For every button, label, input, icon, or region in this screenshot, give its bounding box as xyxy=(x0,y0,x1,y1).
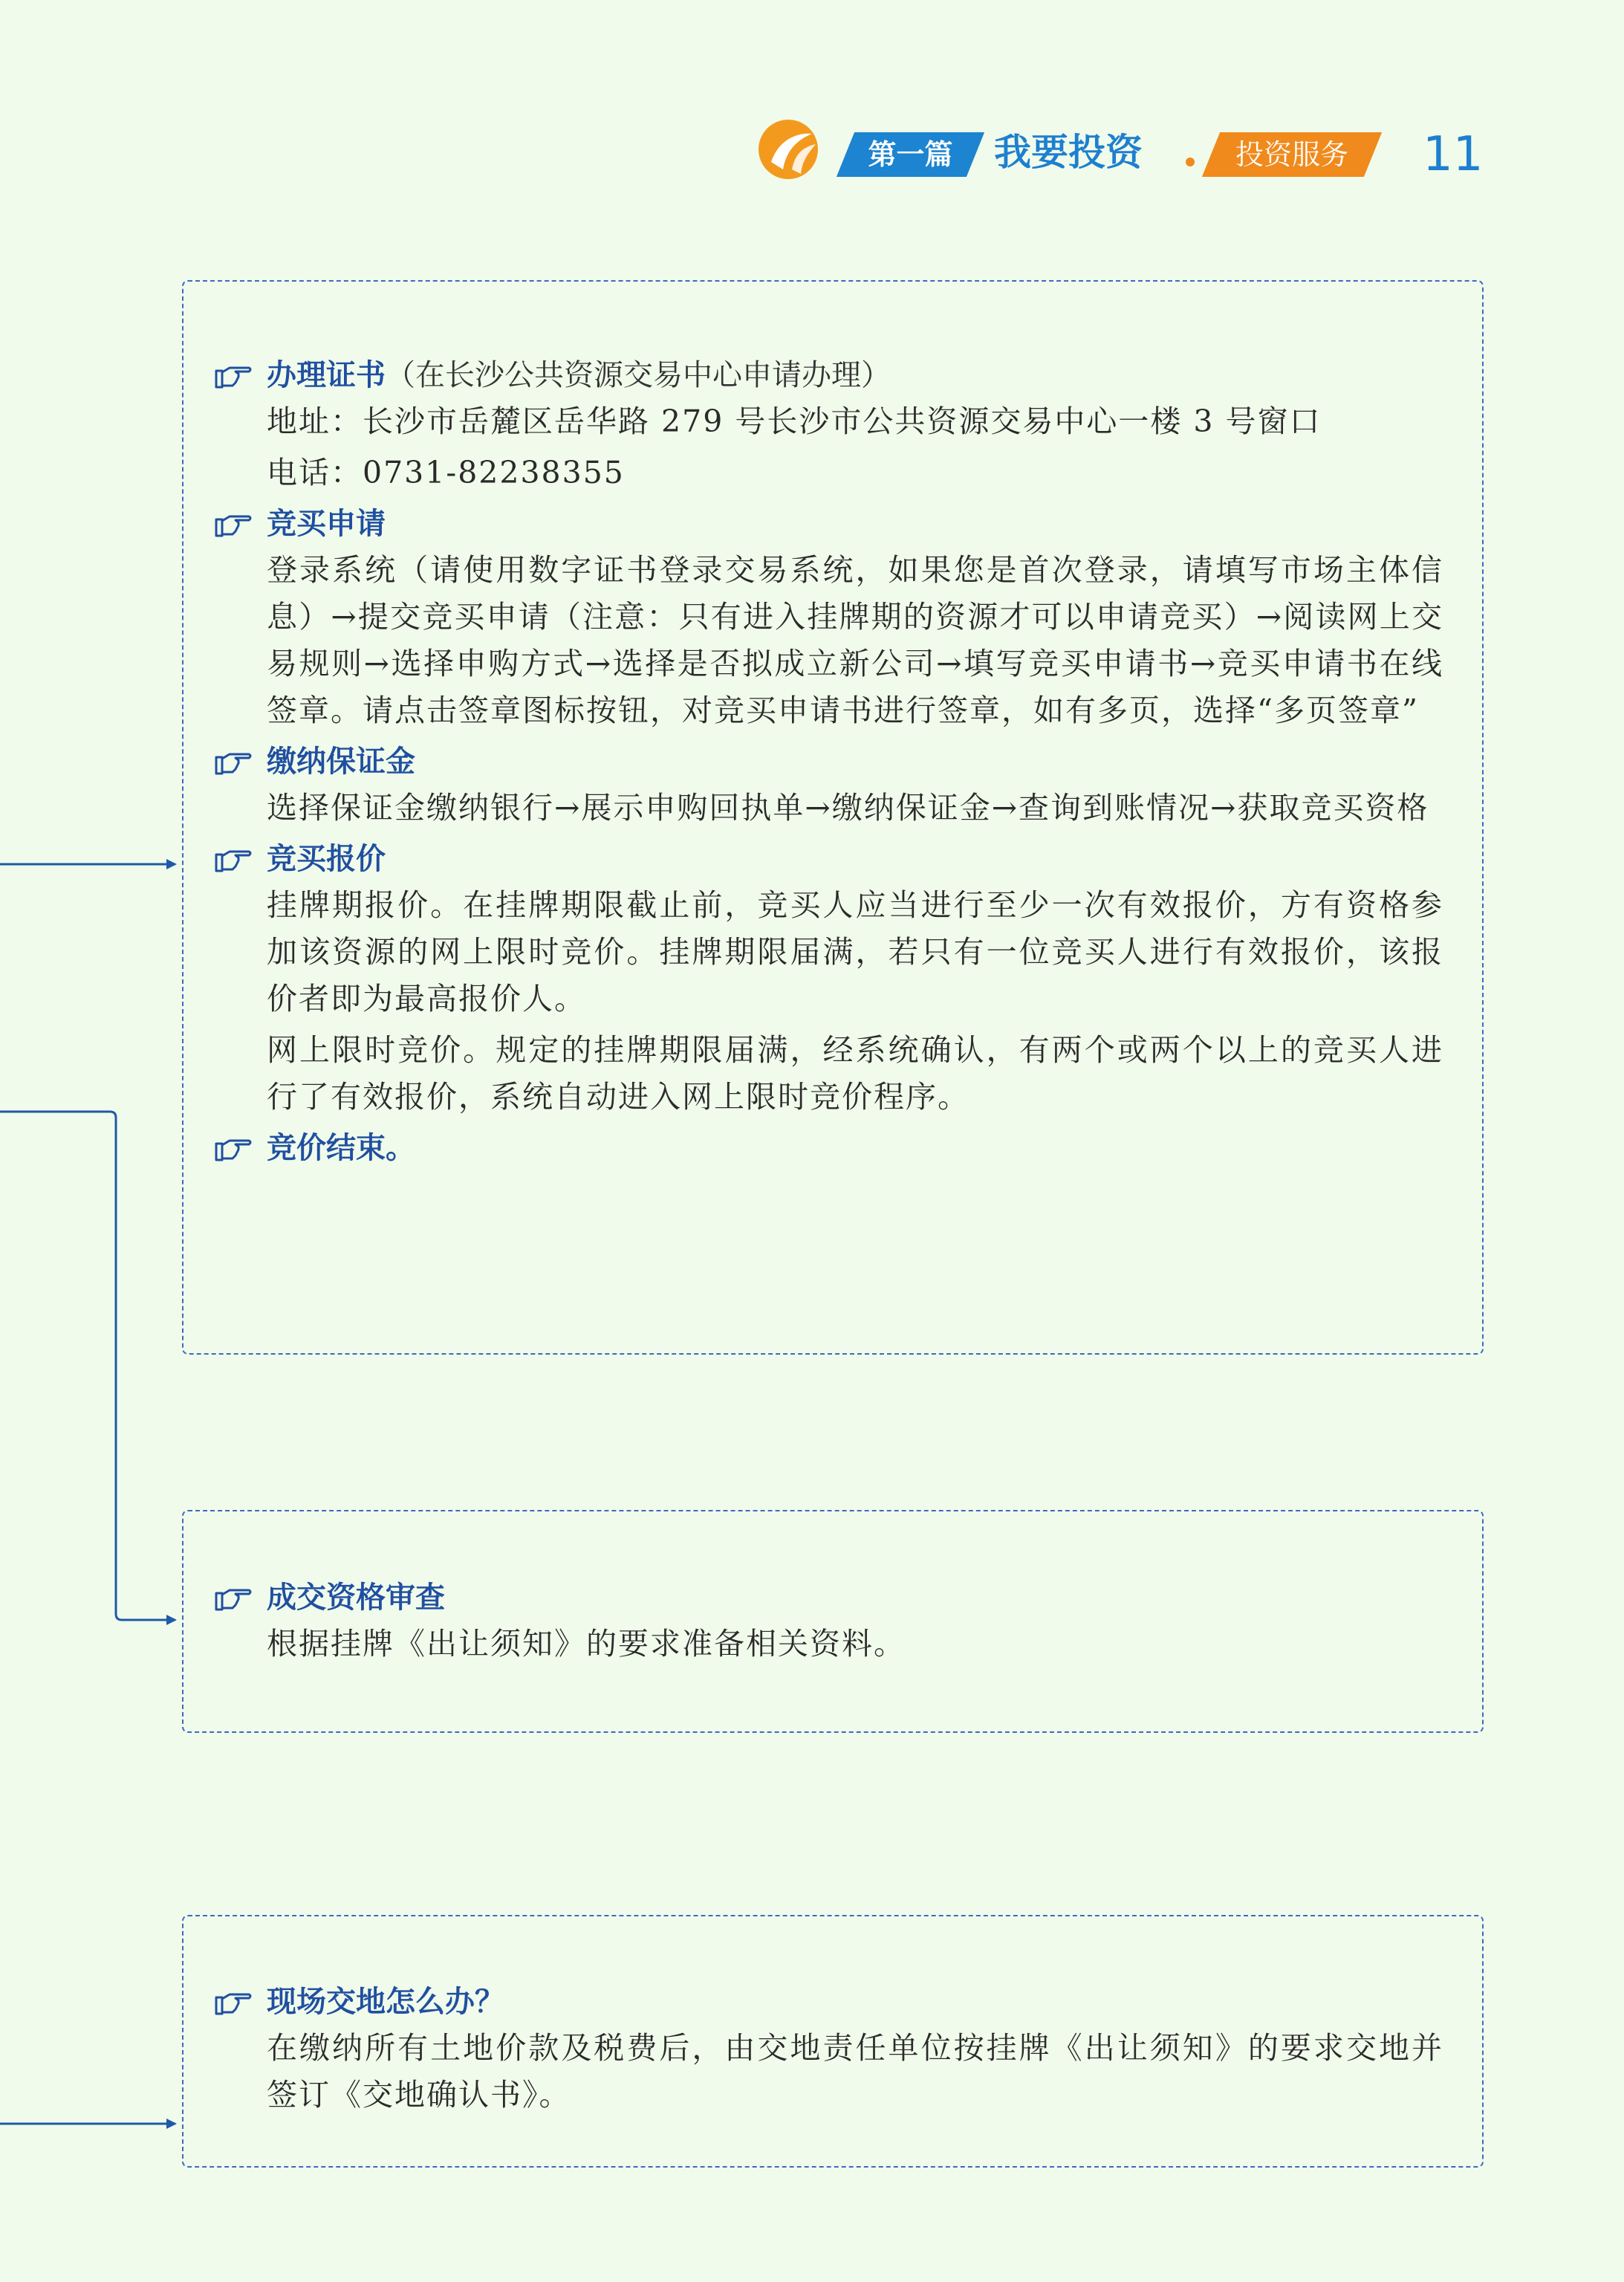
bidding-process-box xyxy=(182,280,1484,1355)
logo-icon xyxy=(756,117,820,181)
deposit-text: 选择保证金缴纳银行→展示申购回执单→缴纳保证金→查询到账情况→获取竞买资格 xyxy=(267,790,1429,826)
pointing-hand-icon xyxy=(213,1583,252,1612)
pointing-hand-icon xyxy=(213,1133,252,1163)
page-number: 11 xyxy=(1423,127,1484,182)
section-title: 缴纳保证金 xyxy=(267,745,415,779)
subtitle-label: 投资服务 xyxy=(1235,138,1348,171)
pointing-hand-icon xyxy=(213,844,252,874)
section-title: 竞价结束。 xyxy=(267,1131,415,1165)
section-title: 办理证书 xyxy=(267,358,386,392)
subtitle-badge xyxy=(1202,132,1382,177)
section-heading-qualification xyxy=(213,1575,1443,1621)
qualification-review-box xyxy=(182,1510,1484,1733)
section-heading-deposit xyxy=(213,739,1443,785)
section-heading-certificate xyxy=(213,352,1443,398)
section-heading-bidding-end xyxy=(213,1125,1443,1171)
pointing-hand-icon xyxy=(213,1987,252,2017)
online-auction-text: 网上限时竞价。规定的挂牌期限届满，经系统确认，有两个或两个以上的竞买人进行了有效报价，系统自动进入网上限时竞价程序。 xyxy=(267,1032,1443,1115)
pointing-hand-icon xyxy=(213,509,252,539)
section-title: 竞买申请 xyxy=(267,507,386,541)
title-separator-dot xyxy=(1186,158,1195,166)
listing-bid-text: 挂牌期报价。在挂牌期限截止前，竞买人应当进行至少一次有效报价，方有资格参加该资源的网上限时竞价。挂牌期限届满，若只有一位竞买人进行有效报价，该报价者即为最高报价人。 xyxy=(267,887,1443,1017)
section-title: 现场交地怎么办？ xyxy=(267,1985,504,2019)
application-text: 登录系统（请使用数字证书登录交易系统，如果您是首次登录，请填写市场主体信息）→提交竞买申请（注意：只有进入挂牌期的资源才可以申请竞买）→阅读网上交易规则→选择申购方式→选择是否拟成立新公司→填写竞买申请书→竞买申请书在线签章。请点击签章图标按钮，对竞买申请书进行签章，如有多页，选择“多页签章” xyxy=(267,552,1443,728)
part-label-badge xyxy=(837,132,984,177)
pointing-hand-icon xyxy=(213,360,252,390)
section-heading-application xyxy=(213,501,1443,547)
section-title: 成交资格审查 xyxy=(267,1581,445,1615)
phone-text: 电话：0731-82238355 xyxy=(267,455,625,490)
part-label: 第一篇 xyxy=(868,138,953,171)
arrow-to-qualification xyxy=(0,1112,175,1620)
address-text: 地址：长沙市岳麓区岳华路 279 号长沙市公共资源交易中心一楼 3 号窗口 xyxy=(267,403,1322,439)
qualification-text: 根据挂牌《出让须知》的要求准备相关资料。 xyxy=(267,1626,906,1662)
section-note: （在长沙公共资源交易中心申请办理） xyxy=(386,358,891,392)
pointing-hand-icon xyxy=(213,747,252,777)
section-heading-bidding xyxy=(213,836,1443,882)
section-heading-land-handover xyxy=(213,1979,1443,2025)
land-handover-text: 在缴纳所有土地价款及税费后，由交地责任单位按挂牌《出让须知》的要求交地并签订《交地确认书》。 xyxy=(267,2030,1443,2113)
chapter-title: 我要投资 xyxy=(994,131,1143,174)
land-handover-box xyxy=(182,1915,1484,2168)
section-title: 竞买报价 xyxy=(267,842,386,876)
